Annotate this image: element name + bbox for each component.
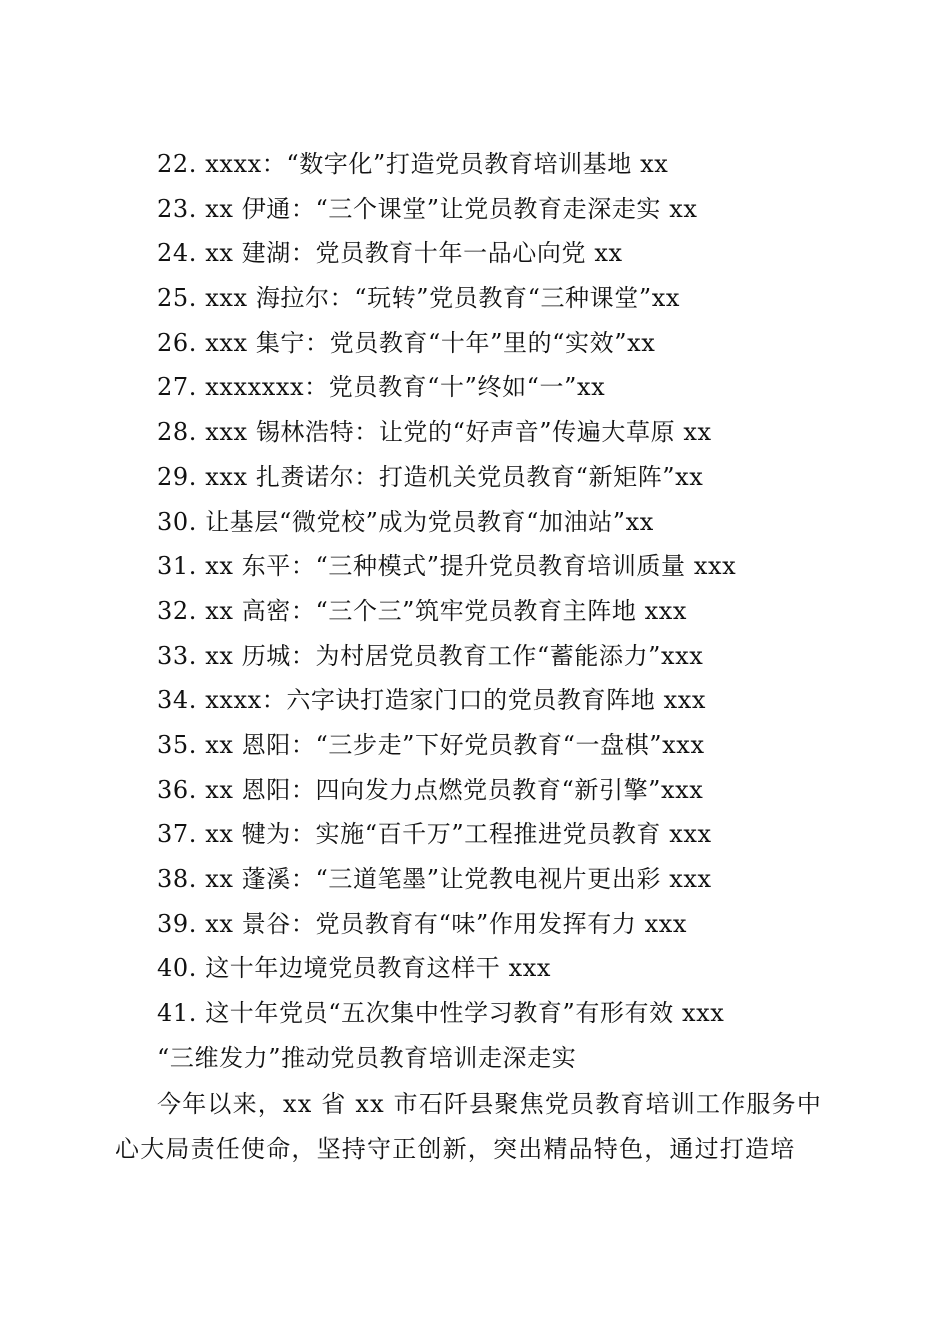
toc-item-37: 37. xx 犍为：实施“百千万”工程推进党员教育 xxx [157, 820, 712, 849]
body-paragraph [115, 1082, 835, 1172]
toc-item-27: 27. xxxxxxx：党员教育“十”终如“一”xx [157, 373, 606, 402]
toc-item-24: 24. xx 建湖：党员教育十年一品心向党 xx [157, 239, 623, 268]
toc-item-25: 25. xxx 海拉尔：“玩转”党员教育“三种课堂”xx [157, 284, 680, 313]
toc-item-35: 35. xx 恩阳：“三步走”下好党员教育“一盘棋”xxx [157, 730, 705, 759]
article-title: “三维发力”推动党员教育培训走深走实 [157, 1044, 577, 1072]
paragraph-line: 今年以来，xx 省 xx 市石阡县聚焦党员教育培训工作服务中 [157, 1090, 823, 1118]
toc-item-38: 38. xx 蓬溪：“三道笔墨”让党教电视片更出彩 xxx [157, 865, 712, 893]
toc-item-26: 26. xxx 集宁：党员教育“十年”里的“实效”xx [157, 328, 656, 357]
toc-item-33: 33. xx 历城：为村居党员教育工作“蓄能添力”xxx [157, 641, 704, 670]
toc-item-22: 22. xxxx：“数字化”打造党员教育培训基地 xx [157, 150, 669, 178]
toc-item-32: 32. xx 高密：“三个三”筑牢党员教育主阵地 xxx [157, 596, 688, 625]
paragraph-line: 心大局责任使命，坚持守正创新，突出精品特色，通过打造培 [115, 1135, 796, 1163]
toc-item-28: 28. xxx 锡林浩特：让党的“好声音”传遍大草原 xx [157, 418, 712, 447]
toc-list [157, 144, 736, 1038]
toc-item-23: 23. xx 伊通：“三个课堂”让党员教育走深走实 xx [157, 194, 698, 223]
toc-item-29: 29. xxx 扎赉诺尔：打造机关党员教育“新矩阵”xx [157, 462, 704, 491]
toc-item-34: 34. xxxx：六字诀打造家门口的党员教育阵地 xxx [157, 686, 706, 715]
toc-item-31: 31. xx 东平：“三种模式”提升党员教育培训质量 xxx [157, 552, 737, 581]
toc-item-30: 30. 让基层“微党校”成为党员教育“加油站”xx [157, 507, 654, 536]
toc-item-39: 39. xx 景谷：党员教育有“味”作用发挥有力 xxx [157, 909, 688, 938]
toc-item-41: 41. 这十年党员“五次集中性学习教育”有形有效 xxx [157, 999, 725, 1028]
toc-item-40: 40. 这十年边境党员教育这样干 xxx [157, 954, 552, 983]
toc-item-36: 36. xx 恩阳：四向发力点燃党员教育“新引擎”xxx [157, 775, 704, 804]
